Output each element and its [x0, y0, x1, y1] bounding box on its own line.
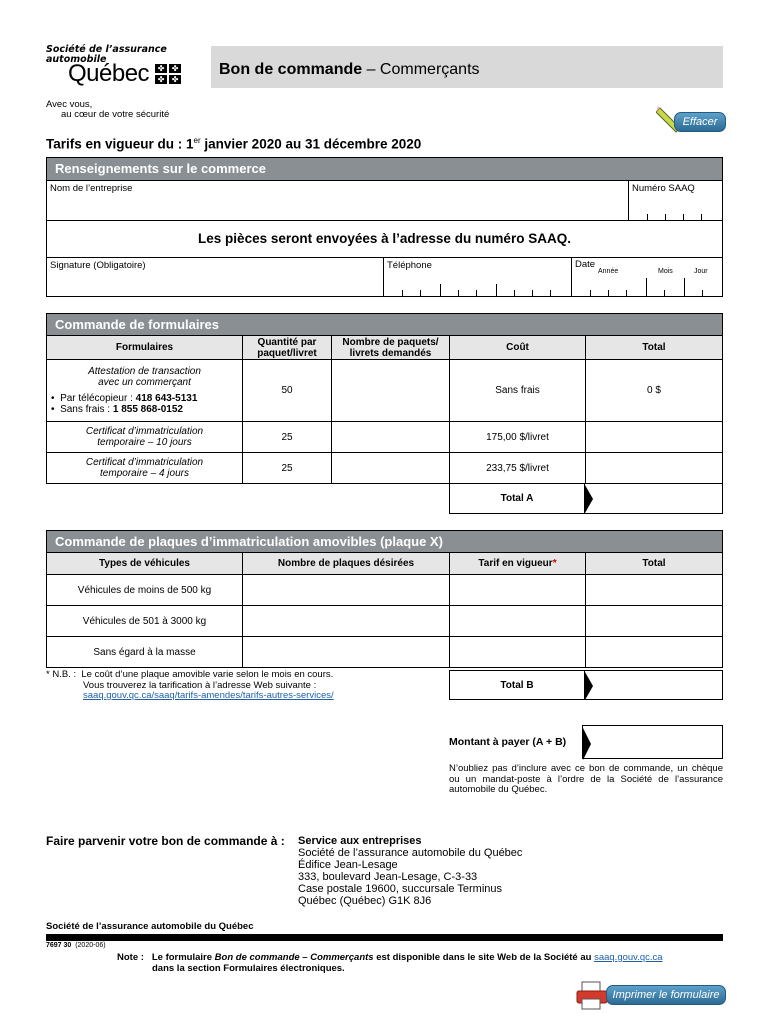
- form-code: 7697 30 (2020-06): [46, 942, 106, 949]
- cost: Sans frais: [450, 360, 586, 422]
- send-address: Service aux entreprises Société de l’assurance automobile du Québec Édifice Jean-Lesage 333, boulevard Jean-Lesage, C-3-33 Case postale 19600, succursale Terminus Québec (Québec) G1K 8J6: [298, 835, 523, 907]
- plates-wanted-input[interactable]: [243, 606, 450, 637]
- table-row: [47, 575, 723, 606]
- day-label: Jour: [694, 268, 708, 275]
- plates-section-title: Commande de plaques d’immatriculation amovibles (plaque X): [46, 530, 723, 552]
- total-a-value: [584, 484, 723, 514]
- company-name-field[interactable]: [47, 180, 629, 220]
- vehicle-type: Véhicules de 501 à 3000 kg: [47, 606, 243, 637]
- row-total: [586, 637, 723, 668]
- saaq-number-field[interactable]: [629, 180, 722, 220]
- company-name-label: Nom de l’entreprise: [50, 183, 133, 194]
- forms-table: [46, 335, 723, 484]
- logo-line1: Société de l’assurance: [46, 44, 167, 55]
- print-button-label: Imprimer le formulaire: [606, 985, 726, 1005]
- packs-requested-input[interactable]: [332, 360, 450, 422]
- date-label: Date: [575, 259, 596, 270]
- form-title-band: [211, 46, 723, 88]
- table-row: [47, 360, 723, 422]
- col-vehicle-types: Types de véhicules: [47, 553, 243, 575]
- row-total: [586, 606, 723, 637]
- col-plates-total: Total: [586, 553, 723, 575]
- plates-section: [46, 530, 723, 701]
- forms-section-title: Commande de formulaires: [46, 313, 723, 335]
- rate-cell: [450, 606, 586, 637]
- qty-per-pack: 50: [243, 360, 332, 422]
- packs-requested-input[interactable]: [332, 453, 450, 484]
- logo-line2: automobile: [46, 54, 107, 65]
- arrow-right-icon: [583, 728, 591, 760]
- row-total: [586, 422, 723, 453]
- rate-cell: [450, 637, 586, 668]
- qty-per-pack: 25: [243, 422, 332, 453]
- form-name: Attestation de transaction avec un commerçant • Par télécopieur : 418 643-5131 • Sans frais : 1 855 868-0152: [47, 360, 243, 422]
- packs-requested-input[interactable]: [332, 422, 450, 453]
- month-label: Mois: [658, 268, 673, 275]
- col-total: Total: [586, 336, 723, 360]
- arrow-right-icon: [585, 672, 593, 700]
- qty-per-pack: 25: [243, 453, 332, 484]
- cost: 175,00 $/livret: [450, 422, 586, 453]
- tariff-link[interactable]: saaq.gouv.qc.ca/saaq/tarifs-amendes/tarifs-autres-services/: [83, 690, 334, 701]
- cost: 233,75 $/livret: [450, 453, 586, 484]
- vehicle-type: Véhicules de moins de 500 kg: [47, 575, 243, 606]
- row-total: [586, 575, 723, 606]
- arrow-right-icon: [585, 485, 593, 513]
- saaq-logo: [46, 45, 206, 120]
- phone-field[interactable]: [384, 258, 572, 296]
- total-b-label: Total B: [449, 670, 585, 700]
- send-org: Service aux entreprises: [298, 835, 422, 847]
- clear-button-label: Effacer: [674, 112, 726, 132]
- rate-cell: [450, 575, 586, 606]
- payment-note: N’oubliez pas d’inclure avec ce bon de commande, un chèque ou un mandat-poste à l’ordre de la Société de l’assurance automobile du Québec.: [449, 763, 723, 795]
- footer-note: Note : Le formulaire Bon de commande – Commerçants est disponible dans le site Web de la Société au saaq.gouv.qc.ca dans la section Formulaires électroniques.: [117, 952, 663, 974]
- saaq-website-link[interactable]: saaq.gouv.qc.ca: [594, 952, 663, 963]
- form-name: Certificat d’immatriculation temporaire – 10 jours: [47, 422, 243, 453]
- signature-field[interactable]: [47, 258, 384, 296]
- phone-label: Téléphone: [387, 260, 432, 271]
- table-row: [47, 637, 723, 668]
- col-forms: Formulaires: [47, 336, 243, 360]
- print-form-button[interactable]: [576, 980, 726, 1012]
- logo-province: Québec: [68, 60, 150, 87]
- send-to-label: Faire parvenir votre bon de commande à :: [46, 834, 285, 848]
- total-b-value: [584, 670, 723, 700]
- footer-org: Société de l’assurance automobile du Québec: [46, 921, 254, 932]
- table-row: [47, 453, 723, 484]
- col-plates-wanted: Nombre de plaques désirées: [243, 553, 450, 575]
- plates-table: [46, 552, 723, 668]
- business-section-title: Renseignements sur le commerce: [47, 158, 722, 180]
- fleur-de-lis-flag-icon: ✤ ✤ ✤ ✤: [155, 64, 181, 84]
- plates-wanted-input[interactable]: [243, 637, 450, 668]
- total-a-row: [46, 484, 723, 514]
- col-qty-per-pack: Quantité par paquet/livret: [243, 336, 332, 360]
- plates-note: * N.B. : Le coût d’une plaque amovible varie selon le mois en cours. Vous trouverez la tarification à l’adresse Web suivante : saaq.gouv.qc.ca/saaq/tarifs-amendes/tarifs-autres-services/: [46, 669, 334, 701]
- forms-section: [46, 313, 723, 514]
- logo-tagline1: Avec vous,: [46, 99, 93, 110]
- printer-icon: [576, 981, 608, 1011]
- amount-due-value: [582, 725, 723, 759]
- table-row: [47, 606, 723, 637]
- form-title: Bon de commande: [219, 61, 363, 78]
- col-rate: Tarif en vigueur*: [450, 553, 586, 575]
- total-a-label: Total A: [449, 484, 585, 514]
- footer-rule: [46, 934, 723, 941]
- logo-tagline2: au cœur de votre sécurité: [61, 109, 170, 120]
- form-subtitle: – Commerçants: [362, 61, 480, 78]
- row-total: [586, 453, 723, 484]
- tariff-period: Tarifs en vigueur du : 1er janvier 2020 au 31 décembre 2020: [46, 136, 422, 152]
- table-row: [47, 422, 723, 453]
- year-label: Année: [598, 268, 619, 275]
- plates-wanted-input[interactable]: [243, 575, 450, 606]
- shipping-notice: Les pièces seront envoyées à l’adresse du numéro SAAQ.: [47, 220, 722, 258]
- form-name: Certificat d’immatriculation temporaire – 4 jours: [47, 453, 243, 484]
- business-section: [46, 157, 723, 297]
- signature-label: Signature (Obligatoire): [50, 260, 146, 271]
- amount-due-label: Montant à payer (A + B): [449, 736, 567, 748]
- clear-button[interactable]: [656, 104, 726, 134]
- row-total: 0 $: [586, 360, 723, 422]
- date-field[interactable]: [572, 258, 722, 296]
- col-cost: Coût: [450, 336, 586, 360]
- saaq-number-label: Numéro SAAQ: [632, 183, 695, 194]
- col-packs-requested: Nombre de paquets/ livrets demandés: [332, 336, 450, 360]
- vehicle-type: Sans égard à la masse: [47, 637, 243, 668]
